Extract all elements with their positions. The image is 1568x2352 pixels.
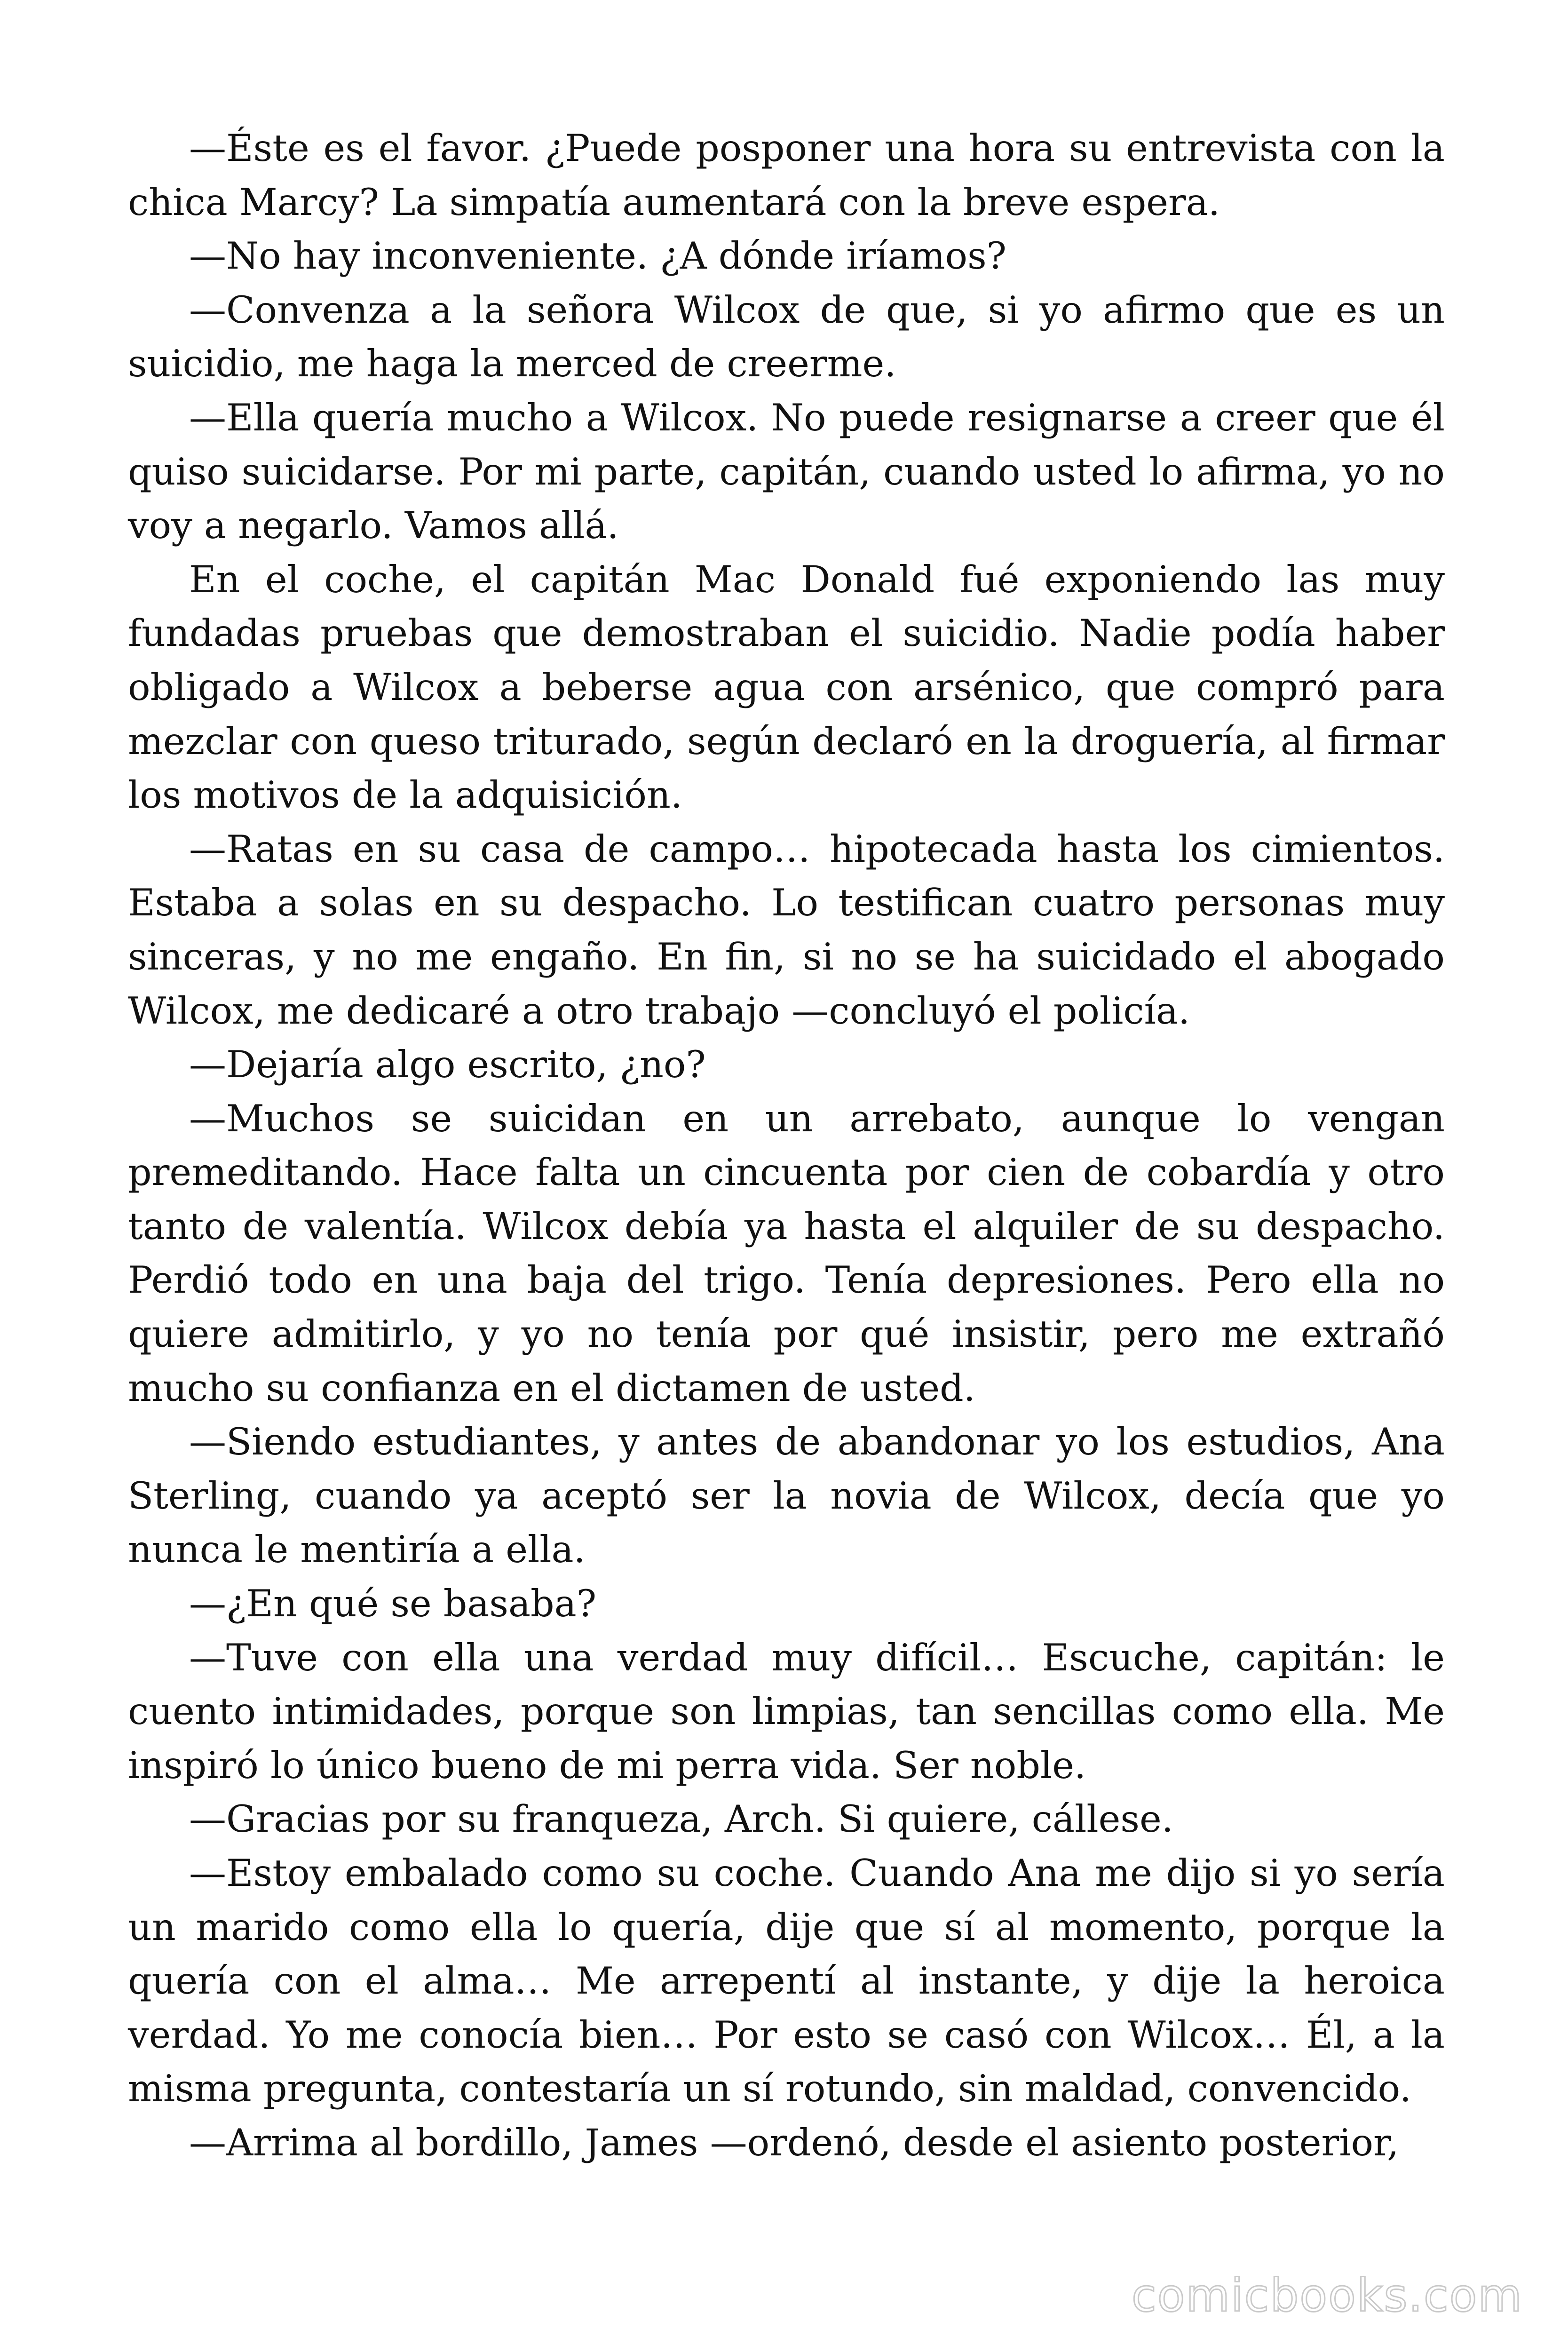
- watermark-text: comicbooks.com: [1131, 2269, 1523, 2322]
- paragraph-5: En el coche, el capitán Mac Donald fué exponiendo las muy fundadas pruebas que demostraban el suicidio. Nadie podía haber obligado a Wilcox a beberse agua con arsénico, que compró para mezclar con queso triturado, según declaró en la droguería, al firmar los motivos de la adquisición.: [128, 557, 1445, 817]
- paragraph-2: —No hay inconveniente. ¿A dónde iríamos?: [189, 234, 1006, 278]
- paragraph-13: —Estoy embalado como su coche. Cuando Ana me dijo si yo sería un marido como ella lo quería, dije que sí al momento, porque la quería con el alma… Me arrepentí al instante, y dije la heroica verdad. Yo me conocía bien… Por esto se casó con Wilcox… Él, a la misma pregunta, contestaría un sí rotundo, sin maldad, convencido.: [128, 1851, 1445, 2111]
- paragraph-4: —Ella quería mucho a Wilcox. No puede resignarse a creer que él quiso suicidarse. Por mi parte, capitán, cuando usted lo afirma, yo no voy a negarlo. Vamos allá.: [128, 396, 1445, 548]
- paragraph-3: —Convenza a la señora Wilcox de que, si yo afirmo que es un suicidio, me haga la merced de creerme.: [128, 288, 1445, 386]
- paragraph-8: —Muchos se suicidan en un arrebato, aunque lo vengan premeditando. Hace falta un cincuenta por cien de cobardía y otro tanto de valentía. Wilcox debía ya hasta el alquiler de su despacho. Perdió todo en una baja del trigo. Tenía depresiones. Pero ella no quiere admitirlo, y yo no tenía por qué insistir, pero me extrañó mucho su confianza en el dictamen de usted.: [128, 1097, 1445, 1410]
- paragraph-9: —Siendo estudiantes, y antes de abandonar yo los estudios, Ana Sterling, cuando ya aceptó ser la novia de Wilcox, decía que yo nunca le mentiría a ella.: [128, 1420, 1445, 1572]
- paragraph-7: —Dejaría algo escrito, ¿no?: [189, 1043, 706, 1087]
- paragraph-1: —Éste es el favor. ¿Puede posponer una hora su entrevista con la chica Marcy? La simpatía aumentará con la breve espera.: [128, 127, 1445, 224]
- paragraph-11: —Tuve con ella una verdad muy difícil… Escuche, capitán: le cuento intimidades, porque son limpias, tan sencillas como ella. Me inspiró lo único bueno de mi perra vida. Ser noble.: [128, 1636, 1445, 1787]
- paragraph-12: —Gracias por su franqueza, Arch. Si quiere, cállese.: [189, 1797, 1173, 1841]
- body-text: [128, 121, 1445, 2170]
- paragraph-10: —¿En qué se basaba?: [189, 1582, 597, 1626]
- paragraph-6: —Ratas en su casa de campo… hipotecada hasta los cimientos. Estaba a solas en su despacho. Lo testifican cuatro personas muy sinceras, y no me engaño. En fin, si no se ha suicidado el abogado Wilcox, me dedicaré a otro trabajo —concluyó el policía.: [128, 827, 1445, 1033]
- paragraph-14: —Arrima al bordillo, James —ordenó, desde el asiento posterior,: [189, 2121, 1399, 2164]
